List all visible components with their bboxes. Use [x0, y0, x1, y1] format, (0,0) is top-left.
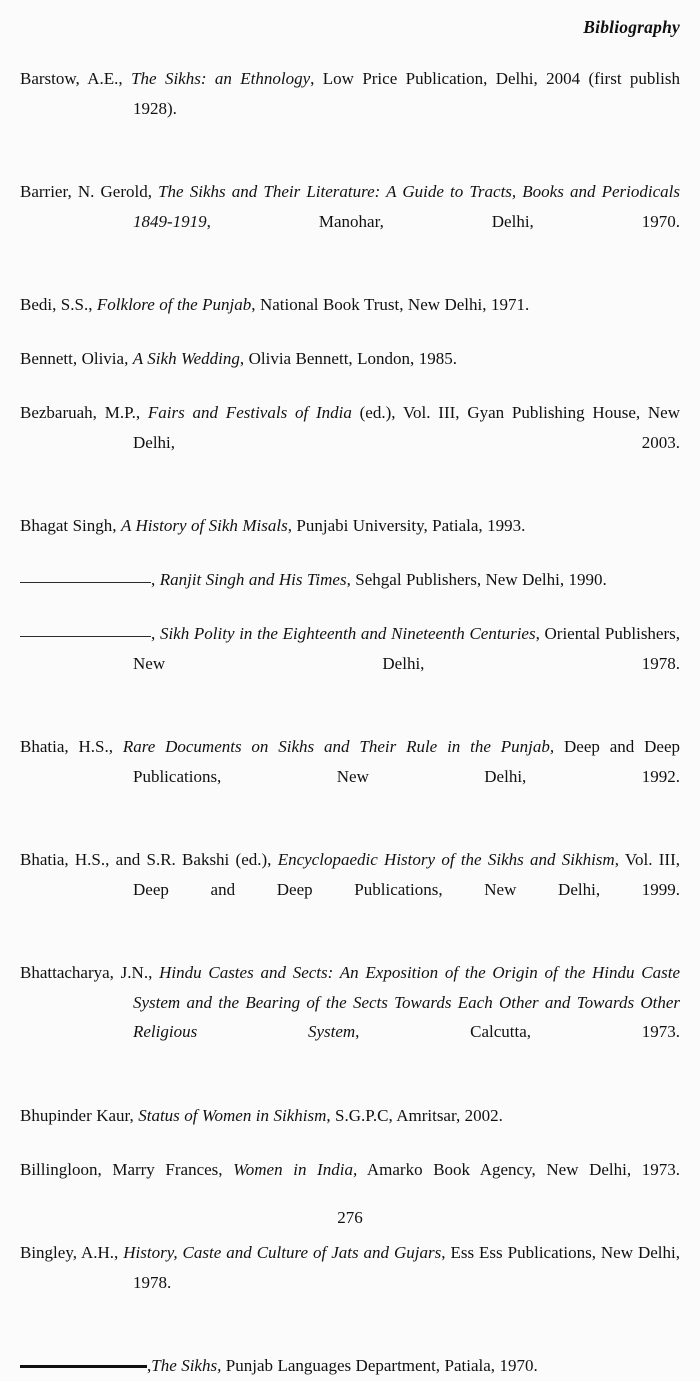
entry-author: Bhattacharya, J.N., [20, 963, 160, 982]
entry-title: Hindu Castes and Sects: An Exposition of the Origin of the Hindu Caste System and the Bearing of the Sects Towards Each Other and Towards Other Religious System [133, 963, 680, 1041]
entry-title: Status of Women in Sikhism [138, 1105, 327, 1125]
entry-publication: , Ess Ess Publications, New Delhi, 1978. [133, 1243, 680, 1292]
entry-publication: (ed.), Vol. III, Gyan Publishing House, New Delhi, 2003. [133, 403, 680, 452]
entry-author: Bezbaruah, M.P., [20, 403, 148, 422]
entry-publication: , Oriental Publishers, New Delhi, 1978. [133, 624, 681, 673]
repeated-author-rule [20, 1365, 147, 1368]
bibliography-entry [20, 732, 680, 821]
entry-title: History, Caste and Culture of Jats and Gujars [123, 1243, 442, 1262]
entry-publication: , Sehgal Publishers, New Delhi, 1990. [346, 570, 607, 589]
entry-title-separator: , [151, 624, 160, 643]
bibliography-entry [20, 344, 680, 374]
repeated-author-rule [20, 636, 151, 637]
entry-title: Folklore of the Punjab [96, 295, 252, 314]
entry-title: Ranjit Singh and His Times [159, 570, 347, 589]
repeated-author-rule [20, 582, 151, 583]
entry-publication: Amarko Book Agency, New Delhi, 1973. [357, 1159, 680, 1179]
bibliography-entry-list [20, 64, 680, 1381]
bibliography-entry [20, 64, 680, 153]
entry-publication: , Low Price Publication, Delhi, 2004 (first publish 1928). [133, 69, 680, 118]
entry-title: A History of Sikh Misals [120, 516, 288, 535]
bibliography-entry [20, 511, 680, 541]
bibliography-entry [20, 398, 680, 487]
entry-publication: , Punjabi University, Patiala, 1993. [287, 516, 526, 535]
entry-author: Bhatia, H.S., and S.R. Bakshi (ed.), [20, 850, 278, 869]
entry-author: Bhagat Singh, [20, 516, 121, 535]
page-number: 276 [337, 1208, 363, 1227]
bibliography-entry [20, 958, 680, 1076]
entry-author: Barrier, N. Gerold, [20, 182, 159, 201]
entry-title: Sikh Polity in the Eighteenth and Nineteenth Centuries [159, 624, 536, 643]
entry-title: Fairs and Festivals of India [147, 403, 352, 422]
entry-publication: , S.G.P.C, Amritsar, 2002. [326, 1105, 503, 1125]
bibliography-entry [20, 177, 680, 266]
entry-author: Barstow, A.E., [20, 69, 132, 88]
entry-author: Billingloon, Marry Frances, [20, 1159, 234, 1179]
entry-author: Bhatia, H.S., [20, 737, 123, 756]
bibliography-entry [20, 565, 680, 595]
entry-publication: , Vol. III, Deep and Deep Publications, New Delhi, 1999. [133, 850, 680, 899]
entry-title: The Sikhs and Their Literature: A Guide to Tracts, Books and Periodicals 1849-1919 [133, 182, 680, 231]
entry-publication: Punjab Languages Department, Patiala, 1970. [221, 1356, 538, 1375]
entry-author: Bhupinder Kaur, [20, 1105, 139, 1125]
entry-title: Rare Documents on Sikhs and Their Rule in the Punjab, [122, 737, 555, 756]
entry-author: Bennett, Olivia, [20, 349, 133, 368]
entry-publication: , Olivia Bennett, London, 1985. [239, 349, 457, 368]
bibliography-entry [20, 1101, 680, 1131]
bibliography-entry [20, 1155, 680, 1214]
entry-title: The Sikhs, [151, 1356, 222, 1375]
entry-publication: , National Book Trust, New Delhi, 1971. [251, 295, 530, 314]
bibliography-entry [20, 290, 680, 320]
entry-author: Bingley, A.H., [20, 1243, 124, 1262]
entry-publication: , Manohar, Delhi, 1970. [206, 211, 680, 231]
entry-title-separator: , [147, 1356, 152, 1375]
entry-title-separator: , [151, 570, 160, 589]
bibliography-entry [20, 1351, 680, 1381]
entry-author: Bedi, S.S., [20, 295, 97, 314]
entry-title: Encyclopaedic History of the Sikhs and Sikhism [277, 850, 615, 869]
bibliography-entry [20, 845, 680, 934]
entry-publication: , Calcutta, 1973. [355, 1022, 681, 1041]
entry-publication: Deep and Deep Publications, New Delhi, 1992. [133, 737, 680, 786]
entry-title: The Sikhs: an Ethnology [131, 69, 311, 88]
entry-title: Women in India, [233, 1159, 358, 1179]
entry-title: A Sikh Wedding [132, 349, 240, 368]
page-running-head: Bibliography [583, 17, 680, 37]
bibliography-entry [20, 1238, 680, 1327]
bibliography-entry [20, 619, 680, 708]
